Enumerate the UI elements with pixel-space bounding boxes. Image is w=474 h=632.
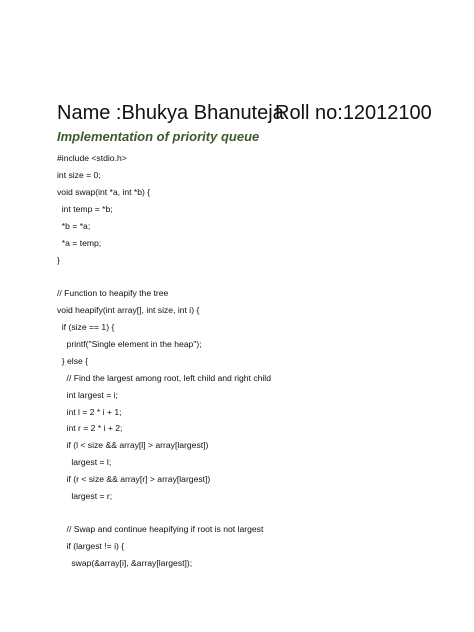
code-line-12: } else {	[57, 356, 89, 366]
code-line-7: }	[57, 255, 60, 265]
code-line-5: *b = *a;	[57, 221, 91, 231]
code-line-20: largest = r;	[57, 491, 113, 501]
code-line-16: int r = 2 * i + 2;	[57, 423, 123, 433]
code-line-8: // Function to heapify the tree	[57, 288, 169, 298]
code-line-11: printf("Single element in the heap");	[57, 339, 202, 349]
document-header	[57, 100, 457, 126]
code-line-17: if (l < size && array[l] > array[largest])	[57, 440, 209, 450]
code-line-21: // Swap and continue heapifying if root is not largest	[57, 524, 264, 534]
code-line-22: if (largest != i) {	[57, 541, 125, 551]
code-line-14: int largest = i;	[57, 390, 118, 400]
code-line-2: int size = 0;	[57, 170, 101, 180]
author-name: Name :Bhukya Bhanuteja	[57, 102, 284, 124]
roll-number: Roll no:12012100	[275, 102, 432, 124]
code-line-23: swap(&array[i], &array[largest]);	[57, 558, 193, 568]
document-subtitle: Implementation of priority queue	[57, 129, 260, 144]
code-line-18: largest = l;	[57, 457, 112, 467]
code-line-1: #include <stdio.h>	[57, 153, 127, 163]
code-line-4: int temp = *b;	[57, 204, 113, 214]
code-line-9: void heapify(int array[], int size, int i) {	[57, 305, 200, 315]
code-line-15: int l = 2 * i + 1;	[57, 407, 122, 417]
code-line-10: if (size == 1) {	[57, 322, 115, 332]
code-line-3: void swap(int *a, int *b) {	[57, 187, 151, 197]
code-line-19: if (r < size && array[r] > array[largest])	[57, 474, 211, 484]
code-line-13: // Find the largest among root, left child and right child	[57, 373, 272, 383]
code-line-6: *a = temp;	[57, 238, 102, 248]
